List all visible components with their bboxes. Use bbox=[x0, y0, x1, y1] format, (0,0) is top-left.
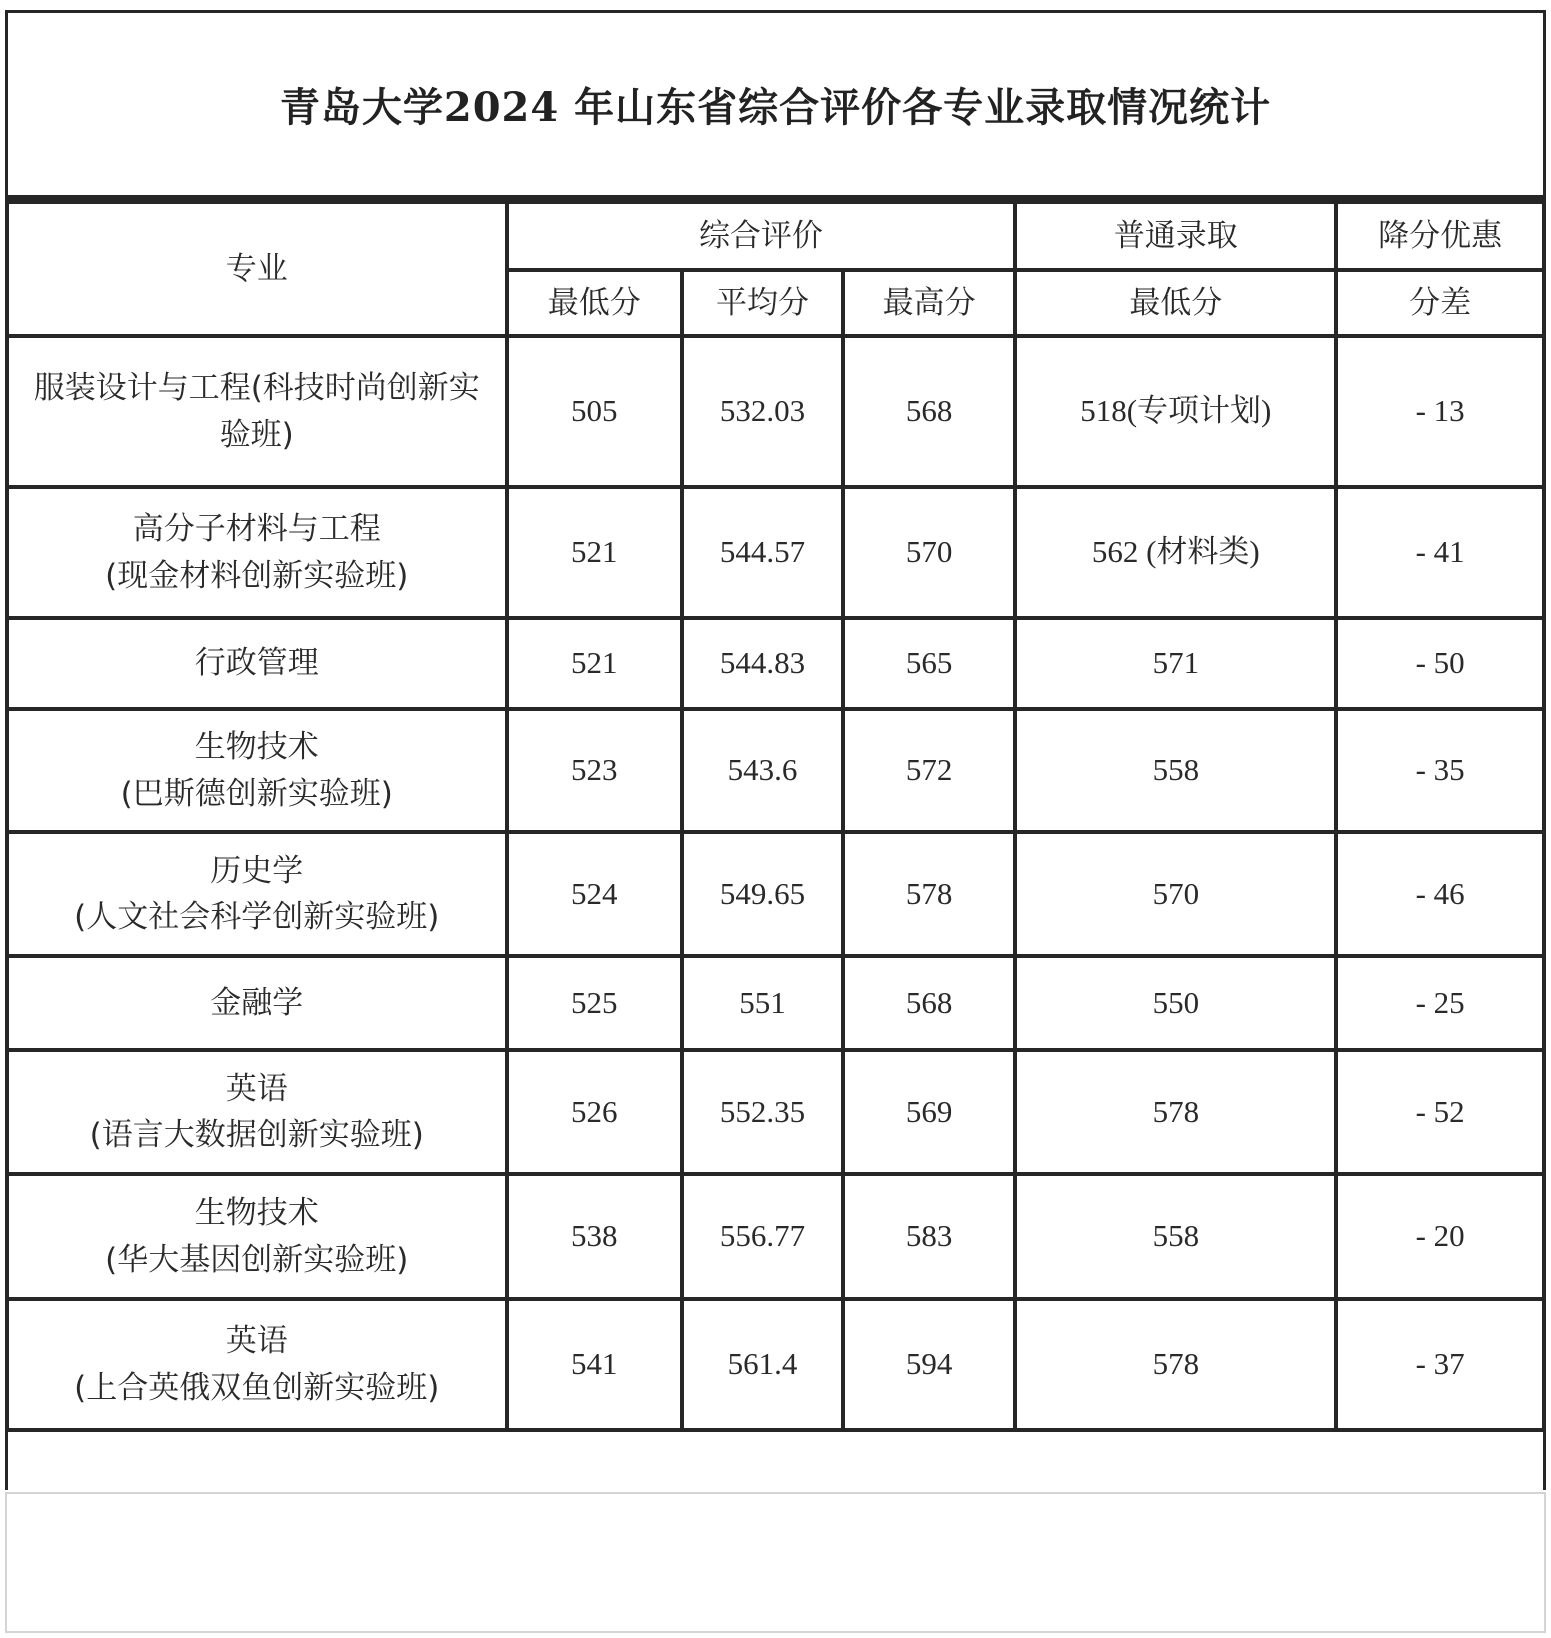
regular-cell: 558 bbox=[1015, 709, 1336, 832]
header-comprehensive: 综合评价 bbox=[507, 202, 1016, 270]
regular-cell: 578 bbox=[1015, 1299, 1336, 1430]
avg-cell: 532.03 bbox=[682, 336, 843, 487]
major-cell bbox=[7, 1299, 507, 1430]
min-cell: 526 bbox=[507, 1050, 683, 1174]
min-cell: 521 bbox=[507, 487, 683, 618]
title-box bbox=[8, 13, 1543, 200]
min-cell: 524 bbox=[507, 832, 683, 956]
regular-cell: 550 bbox=[1015, 956, 1336, 1050]
major-line: 服装设计与工程(科技时尚创新实 bbox=[33, 370, 480, 406]
max-cell: 565 bbox=[843, 618, 1015, 709]
max-cell: 569 bbox=[843, 1050, 1015, 1174]
major-cell bbox=[7, 832, 507, 956]
major-line: 生物技术 bbox=[194, 1195, 319, 1231]
table-row bbox=[7, 1299, 1544, 1430]
table-row bbox=[7, 1050, 1544, 1174]
avg-cell: 549.65 bbox=[682, 832, 843, 956]
table-row bbox=[7, 487, 1544, 618]
regular-cell: 571 bbox=[1015, 618, 1336, 709]
table-row bbox=[7, 709, 1544, 832]
diff-cell: - 25 bbox=[1336, 956, 1544, 1050]
max-cell: 594 bbox=[843, 1299, 1015, 1430]
major-line: 历史学 bbox=[210, 852, 304, 889]
max-cell: 583 bbox=[843, 1174, 1015, 1299]
major-line: 高分子材料与工程 bbox=[132, 511, 381, 547]
max-cell: 570 bbox=[843, 487, 1015, 618]
major-line: 金融学 bbox=[210, 984, 304, 1021]
diff-cell: - 50 bbox=[1336, 618, 1544, 709]
table-row bbox=[7, 1174, 1544, 1299]
avg-cell: 543.6 bbox=[682, 709, 843, 832]
diff-cell: - 46 bbox=[1336, 832, 1544, 956]
major-line: (人文社会科学创新实验班) bbox=[74, 899, 440, 935]
avg-cell: 544.57 bbox=[682, 487, 843, 618]
avg-cell: 551 bbox=[682, 956, 843, 1050]
major-cell bbox=[7, 618, 507, 709]
major-cell bbox=[7, 487, 507, 618]
avg-cell: 544.83 bbox=[682, 618, 843, 709]
header-regular-min: 最低分 bbox=[1015, 270, 1336, 336]
major-line: 生物技术 bbox=[194, 729, 319, 765]
major-line: 验班) bbox=[219, 416, 294, 453]
min-cell: 505 bbox=[507, 336, 683, 487]
major-line: 行政管理 bbox=[194, 645, 319, 682]
max-cell: 578 bbox=[843, 832, 1015, 956]
table-body bbox=[7, 202, 1544, 1430]
major-line: (现金材料创新实验班) bbox=[105, 557, 409, 594]
avg-cell: 561.4 bbox=[682, 1299, 843, 1430]
regular-cell: 578 bbox=[1015, 1050, 1336, 1174]
admission-sheet bbox=[5, 10, 1546, 1490]
table-row bbox=[7, 832, 1544, 956]
min-cell: 523 bbox=[507, 709, 683, 832]
major-line: (上合英俄双鱼创新实验班) bbox=[74, 1369, 440, 1406]
major-cell bbox=[7, 709, 507, 832]
header-diff: 分差 bbox=[1336, 270, 1544, 336]
header-major: 专业 bbox=[7, 202, 507, 336]
min-cell: 525 bbox=[507, 956, 683, 1050]
major-cell bbox=[7, 956, 507, 1050]
diff-cell: - 20 bbox=[1336, 1174, 1544, 1299]
regular-cell: 558 bbox=[1015, 1174, 1336, 1299]
major-line: 英语 bbox=[225, 1323, 288, 1359]
diff-cell: - 35 bbox=[1336, 709, 1544, 832]
avg-cell: 552.35 bbox=[682, 1050, 843, 1174]
min-cell: 541 bbox=[507, 1299, 683, 1430]
major-line: (巴斯德创新实验班) bbox=[120, 775, 393, 812]
lower-blank-panel bbox=[5, 1492, 1546, 1633]
max-cell: 568 bbox=[843, 336, 1015, 487]
min-cell: 538 bbox=[507, 1174, 683, 1299]
header-min: 最低分 bbox=[507, 270, 683, 336]
header-regular: 普通录取 bbox=[1015, 202, 1336, 270]
diff-cell: - 52 bbox=[1336, 1050, 1544, 1174]
min-cell: 521 bbox=[507, 618, 683, 709]
diff-cell: - 37 bbox=[1336, 1299, 1544, 1430]
table-row bbox=[7, 336, 1544, 487]
major-line: 英语 bbox=[225, 1070, 288, 1107]
diff-cell: - 13 bbox=[1336, 336, 1544, 487]
header-avg: 平均分 bbox=[682, 270, 843, 336]
header-row-top bbox=[7, 202, 1544, 270]
table-row bbox=[7, 618, 1544, 709]
max-cell: 568 bbox=[843, 956, 1015, 1050]
regular-cell: 570 bbox=[1015, 832, 1336, 956]
table-row bbox=[7, 956, 1544, 1050]
avg-cell: 556.77 bbox=[682, 1174, 843, 1299]
page-title: 青岛大学2024 年山东省综合评价各专业录取情况统计 bbox=[279, 83, 1272, 131]
major-cell bbox=[7, 1174, 507, 1299]
major-line: (华大基因创新实验班) bbox=[105, 1241, 409, 1278]
regular-cell: 562 (材料类) bbox=[1015, 487, 1336, 618]
major-line: (语言大数据创新实验班) bbox=[89, 1117, 424, 1153]
diff-cell: - 41 bbox=[1336, 487, 1544, 618]
major-cell bbox=[7, 1050, 507, 1174]
max-cell: 572 bbox=[843, 709, 1015, 832]
admission-table bbox=[5, 200, 1546, 1432]
header-max: 最高分 bbox=[843, 270, 1015, 336]
regular-cell: 518(专项计划) bbox=[1015, 336, 1336, 487]
header-discount: 降分优惠 bbox=[1336, 202, 1544, 270]
major-cell bbox=[7, 336, 507, 487]
